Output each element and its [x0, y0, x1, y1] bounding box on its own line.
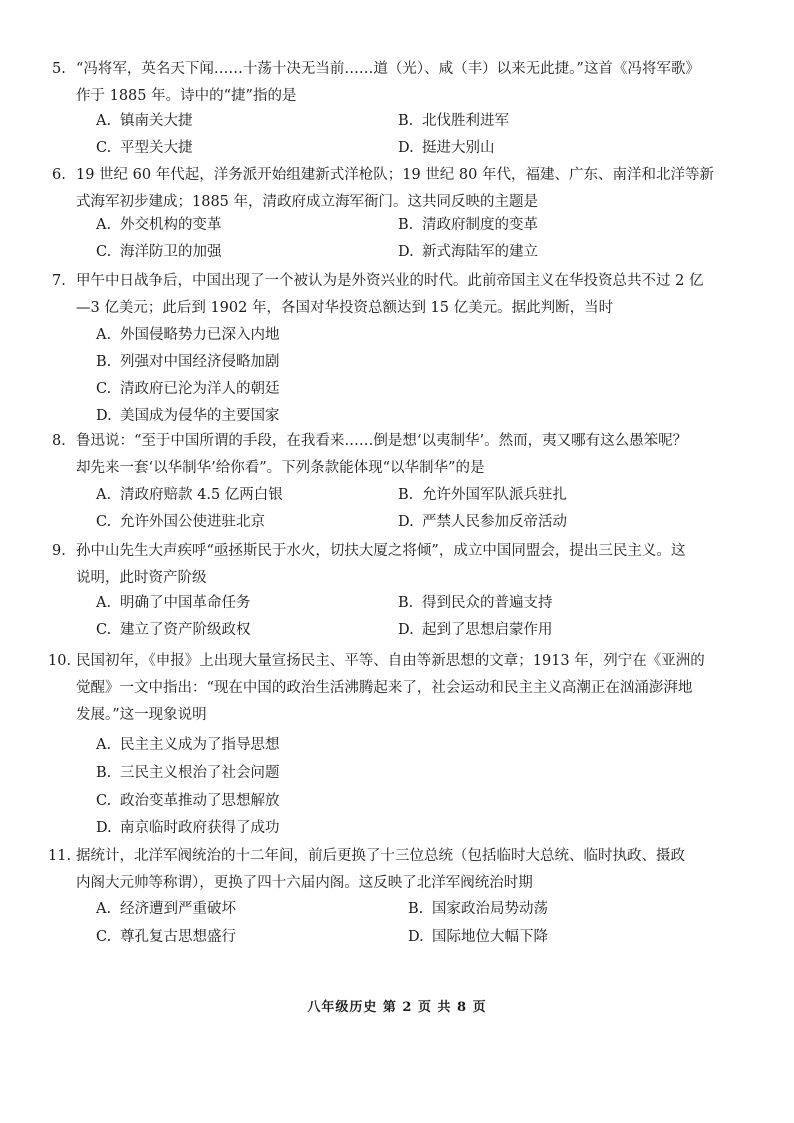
question-stem-line: 作于 1885 年。诗中的“捷”指的是: [76, 88, 297, 104]
question-stem-line: 内阁大元帅等称谓），更换了四十六届内阁。这反映了北洋军阀统治时期: [76, 875, 533, 891]
question-number: 10.: [48, 653, 72, 669]
question-stem-line: 说明，此时资产阶级: [76, 570, 207, 586]
option-c: C. 建立了资产阶级政权: [96, 622, 251, 638]
option-c: C. 尊孔复古思想盛行: [96, 929, 236, 945]
option-a: A. 外国侵略势力已深入内地: [96, 327, 280, 343]
question-number: 9.: [52, 543, 66, 559]
question-stem-line: 却先来一套‘以华制华’给你看”。下列条款能体现“以华制华”的是: [76, 460, 485, 476]
question-stem-line: 11. 据统计，北洋军阀统治的十二年间，前后更换了十三位总统（包括临时大总统、临时执政、摄政: [48, 843, 726, 870]
question-stem-line: 发展。”这一现象说明: [76, 707, 207, 723]
page-footer: 八年级历史 第 2 页 共 8 页: [307, 1000, 487, 1015]
option-a: A. 明确了中国革命任务: [96, 595, 251, 611]
option-b: B. 北伐胜利进军: [398, 113, 509, 129]
question-stem-line: —3 亿美元；此后到 1902 年，各国对华投资总额达到 15 亿美元。据此判断，当时: [76, 300, 614, 316]
option-d: D. 国际地位大幅下降: [408, 929, 548, 945]
question-11: [48, 843, 726, 897]
option-b: B. 三民主义根治了社会问题: [96, 765, 280, 781]
question-number: 8.: [52, 433, 66, 449]
question-7: [52, 268, 726, 322]
question-6: [52, 162, 726, 216]
question-stem-line: 9. 孙中山先生大声疾呼“亟拯斯民于水火，切扶大厦之将倾”，成立中国同盟会，提出三民主义。这: [52, 538, 726, 565]
question-stem-line: 7. 甲午中日战争后，中国出现了一个被认为是外资兴业的时代。此前帝国主义在华投资总共不过 2 亿: [52, 268, 726, 295]
option-b: B. 国家政治局势动荡: [408, 901, 548, 917]
question-9: [52, 538, 726, 592]
option-d: D. 起到了思想启蒙作用: [398, 622, 553, 638]
option-b: B. 允许外国军队派兵驻扎: [398, 487, 567, 503]
option-d: D. 美国成为侵华的主要国家: [96, 408, 280, 424]
question-8: [52, 428, 726, 482]
option-c: C. 海洋防卫的加强: [96, 244, 222, 260]
question-10: [48, 648, 726, 729]
option-b: B. 得到民众的普遍支持: [398, 595, 553, 611]
question-number: 6.: [52, 167, 66, 183]
question-stem-line: 8. 鲁迅说：“至于中国所谓的手段，在我看来……倒是想‘以夷制华’。然而，夷又哪有这么愚笨呢？: [52, 428, 726, 455]
option-a: A. 镇南关大捷: [96, 113, 193, 129]
question-stem-line: 觉醒》一文中指出：“现在中国的政治生活沸腾起来了，社会运动和民主主义高潮正在汹涌澎湃地: [76, 680, 693, 696]
option-a: A. 清政府赔款 4.5 亿两白银: [96, 487, 283, 503]
option-b: B. 列强对中国经济侵略加剧: [96, 354, 280, 370]
option-d: D. 严禁人民参加反帝活动: [398, 514, 567, 530]
option-c: C. 政治变革推动了思想解放: [96, 793, 280, 809]
option-d: D. 新式海陆军的建立: [398, 244, 538, 260]
question-number: 7.: [52, 273, 66, 289]
question-stem-line: 6. 19 世纪 60 年代起，洋务派开始组建新式洋枪队；19 世纪 80 年代，福建、广东、南洋和北洋等新: [52, 162, 726, 189]
question-stem-line: 5. “冯将军，英名天下闻……十荡十决无当前……道（光）、咸（丰）以来无此捷。”这首《冯将军歌》: [52, 56, 726, 83]
option-d: D. 南京临时政府获得了成功: [96, 820, 280, 836]
option-d: D. 挺进大别山: [398, 140, 495, 156]
question-5: [52, 56, 726, 110]
option-c: C. 平型关大捷: [96, 140, 193, 156]
question-stem-line: 10. 民国初年，《申报》上出现大量宣扬民主、平等、自由等新思想的文章；1913 年，列宁在《亚洲的: [48, 648, 726, 675]
option-c: C. 清政府已沦为洋人的朝廷: [96, 381, 280, 397]
option-a: A. 外交机构的变革: [96, 217, 222, 233]
question-number: 5.: [52, 61, 66, 77]
option-a: A. 民主主义成为了指导思想: [96, 737, 280, 753]
option-b: B. 清政府制度的变革: [398, 217, 538, 233]
question-stem-line: 式海军初步建成；1885 年，清政府成立海军衙门。这共同反映的主题是: [76, 194, 539, 210]
option-c: C. 允许外国公使进驻北京: [96, 514, 265, 530]
option-a: A. 经济遭到严重破坏: [96, 901, 236, 917]
question-number: 11.: [48, 848, 72, 864]
